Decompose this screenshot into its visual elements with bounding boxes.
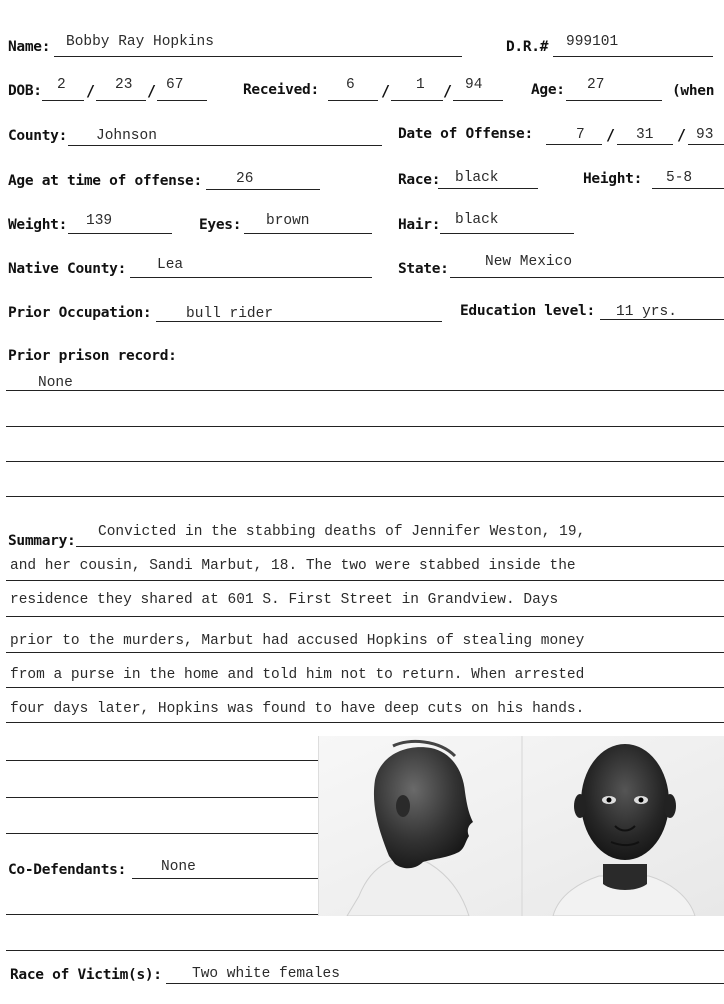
eyes-line <box>244 233 372 234</box>
received-year-line <box>453 100 503 101</box>
height-value: 5-8 <box>666 170 693 186</box>
received-month-line <box>328 100 378 101</box>
race-label: Race: <box>398 172 441 188</box>
eyes-label: Eyes: <box>199 217 242 233</box>
native-county-label: Native County: <box>8 261 127 277</box>
prior-line-4 <box>6 496 724 497</box>
prior-line-3 <box>6 461 724 462</box>
dr-line <box>553 56 713 57</box>
received-month: 6 <box>346 77 355 93</box>
received-year: 94 <box>465 77 483 93</box>
age-label: Age: <box>531 82 565 98</box>
summary-rule-4 <box>6 652 724 653</box>
offense-slash-1: / <box>606 126 616 144</box>
state-label: State: <box>398 261 449 277</box>
name-value: Bobby Ray Hopkins <box>66 34 214 50</box>
dob-day: 23 <box>115 77 133 93</box>
offense-day: 31 <box>636 127 654 143</box>
weight-value: 139 <box>86 213 113 229</box>
state-value: New Mexico <box>485 254 573 270</box>
dob-year-line <box>157 100 207 101</box>
county-label: County: <box>8 128 68 144</box>
occupation-label: Prior Occupation: <box>8 305 152 321</box>
received-day-line <box>391 100 443 101</box>
offense-month-line <box>546 144 602 145</box>
offense-year-line <box>688 144 724 145</box>
occupation-value: bull rider <box>186 306 274 322</box>
blank-line-3 <box>6 833 318 834</box>
hair-value: black <box>455 212 499 228</box>
state-line <box>450 277 724 278</box>
offense-year: 93 <box>696 127 714 143</box>
received-label: Received: <box>243 82 319 98</box>
education-value: 11 yrs. <box>616 304 677 320</box>
victim-race-label: Race of Victim(s): <box>10 967 162 983</box>
dob-month-line <box>42 100 84 101</box>
prior-line-2 <box>6 426 724 427</box>
victim-race-value: Two white females <box>192 966 340 982</box>
mugshot-photo <box>318 736 724 916</box>
prior-record-label: Prior prison record: <box>8 348 177 364</box>
prior-record-value: None <box>38 375 73 391</box>
victim-race-line <box>166 983 724 984</box>
dr-value: 999101 <box>566 34 619 50</box>
age-offense-value: 26 <box>236 171 254 187</box>
blank-line-5 <box>6 914 318 915</box>
offense-slash-2: / <box>677 126 687 144</box>
age-line <box>566 100 662 101</box>
codefendants-label: Co-Defendants: <box>8 862 127 878</box>
weight-line <box>68 233 172 234</box>
blank-line-2 <box>6 797 318 798</box>
dob-slash-2: / <box>147 82 157 100</box>
mugshot-illustration <box>319 736 724 916</box>
summary-rule-6 <box>6 722 724 723</box>
height-line <box>652 188 724 189</box>
blank-line-6 <box>6 950 724 951</box>
race-line <box>438 188 538 189</box>
summary-rule-1 <box>76 546 724 547</box>
summary-line-5: from a purse in the home and told him not to return. When arrested <box>10 667 585 683</box>
summary-line-4: prior to the murders, Marbut had accused Hopkins of stealing money <box>10 633 585 649</box>
prior-line-1 <box>6 390 724 391</box>
education-label: Education level: <box>460 303 595 319</box>
offense-month: 7 <box>576 127 585 143</box>
summary-line-1: Convicted in the stabbing deaths of Jennifer Weston, 19, <box>98 524 586 540</box>
offense-date-label: Date of Offense: <box>398 126 533 142</box>
height-label: Height: <box>583 171 643 187</box>
offense-day-line <box>617 144 673 145</box>
age-value: 27 <box>587 77 605 93</box>
summary-rule-5 <box>6 687 724 688</box>
age-offense-label: Age at time of offense: <box>8 173 202 189</box>
received-slash-2: / <box>443 82 453 100</box>
name-label: Name: <box>8 39 51 55</box>
weight-label: Weight: <box>8 217 68 233</box>
summary-line-3: residence they shared at 601 S. First Street in Grandview. Days <box>10 592 559 608</box>
summary-label: Summary: <box>8 533 76 549</box>
received-day: 1 <box>416 77 425 93</box>
county-value: Johnson <box>96 128 157 144</box>
dob-month: 2 <box>57 77 66 93</box>
dob-slash-1: / <box>86 82 96 100</box>
dob-day-line <box>96 100 146 101</box>
hair-label: Hair: <box>398 217 441 233</box>
received-slash-1: / <box>381 82 391 100</box>
summary-rule-2 <box>6 580 724 581</box>
native-county-value: Lea <box>157 257 184 273</box>
summary-line-6: four days later, Hopkins was found to have deep cuts on his hands. <box>10 701 585 717</box>
codefendants-line <box>132 878 318 879</box>
blank-line-1 <box>6 760 318 761</box>
summary-line-2: and her cousin, Sandi Marbut, 18. The two were stabbed inside the <box>10 558 576 574</box>
codefendants-value: None <box>161 859 196 875</box>
age-note: (when <box>672 83 715 99</box>
race-value: black <box>455 170 499 186</box>
dr-label: D.R.# <box>506 39 549 55</box>
dob-label: DOB: <box>8 83 42 99</box>
name-line <box>54 56 462 57</box>
native-county-line <box>130 277 372 278</box>
summary-rule-3 <box>6 616 724 617</box>
dob-year: 67 <box>166 77 184 93</box>
eyes-value: brown <box>266 213 310 229</box>
hair-line <box>440 233 574 234</box>
age-offense-line <box>206 189 320 190</box>
county-line <box>68 145 382 146</box>
